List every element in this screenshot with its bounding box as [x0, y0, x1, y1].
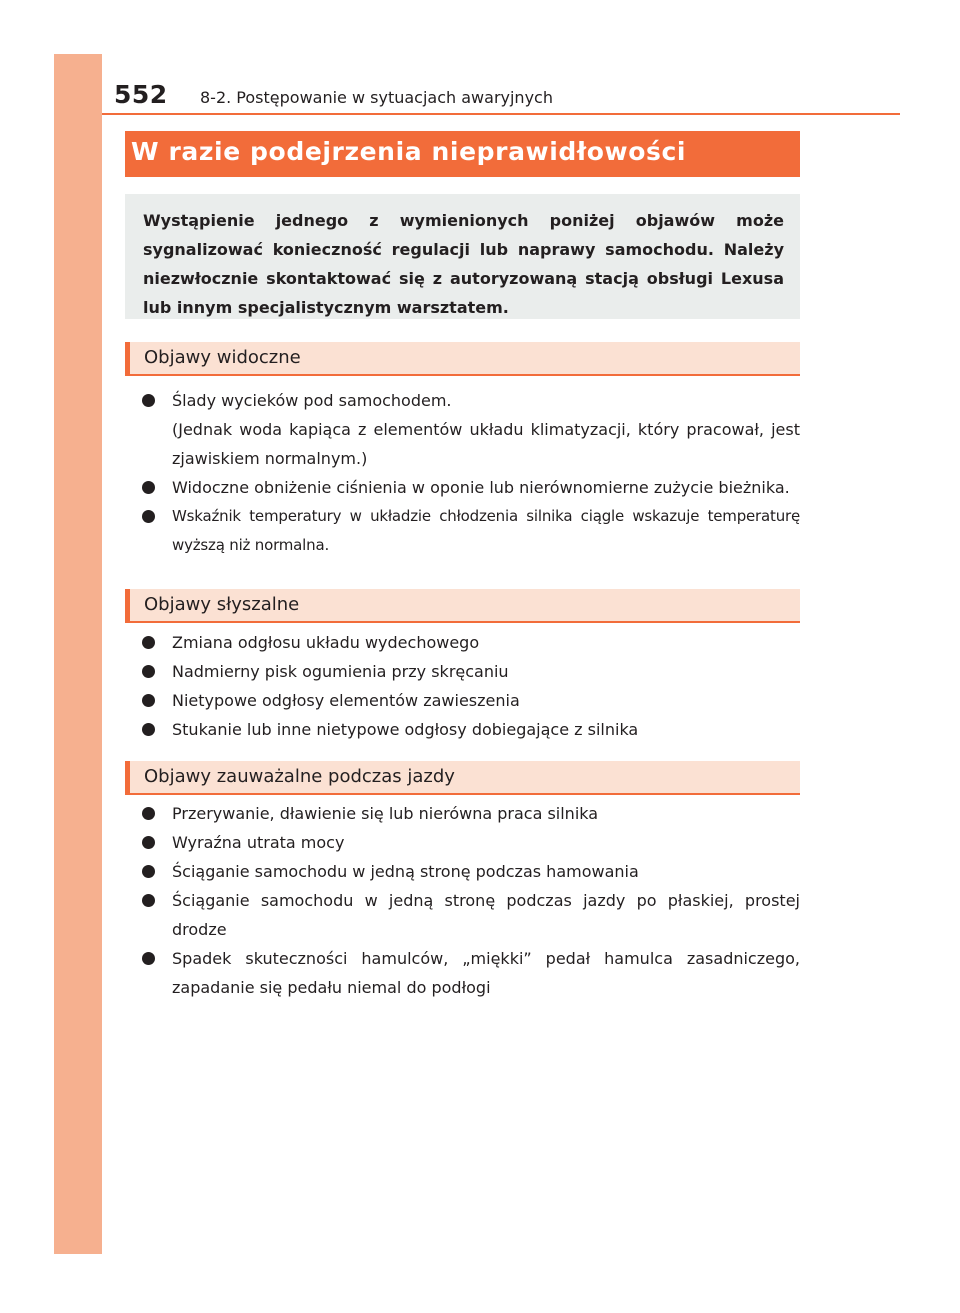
list-item [125, 828, 800, 857]
bullet-icon [142, 636, 155, 649]
section-heading-audible [125, 589, 800, 623]
bullet-icon [142, 865, 155, 878]
list-item-text: Spadek skuteczności hamulców, „miękki” pedał hamulca zasadniczego, zapadanie się pedału niemal do podłogi [172, 949, 800, 997]
list-item [125, 473, 800, 502]
list-item-text: Wskaźnik temperatury w układzie chłodzenia silnika ciągle wskazuje temperaturę wyższą niż normalna. [172, 507, 800, 554]
list-item [125, 799, 800, 828]
list-item [125, 686, 800, 715]
bullet-icon [142, 723, 155, 736]
list-item-text: Wyraźna utrata mocy [172, 833, 345, 852]
list-item-text: Widoczne obniżenie ciśnienia w oponie lub nierównomierne zużycie bieżnika. [172, 478, 790, 497]
bullet-icon [142, 807, 155, 820]
section-heading-driving [125, 761, 800, 795]
page-header [102, 74, 900, 114]
list-item-text: Nietypowe odgłosy elementów zawieszenia [172, 691, 520, 710]
bullet-icon [142, 510, 155, 523]
bullet-icon [142, 665, 155, 678]
list-item-text: Przerywanie, dławienie się lub nierówna praca silnika [172, 804, 599, 823]
bullet-list-visible [125, 386, 800, 560]
list-item [125, 502, 800, 560]
list-item [125, 657, 800, 686]
bullet-icon [142, 394, 155, 407]
list-item [125, 386, 800, 473]
page-number: 552 [114, 80, 168, 109]
list-item [125, 857, 800, 886]
section-heading-text: Objawy widoczne [144, 347, 301, 368]
title-bar [125, 131, 800, 177]
bullet-icon [142, 894, 155, 907]
list-item [125, 886, 800, 944]
section-heading-text: Objawy słyszalne [144, 594, 300, 615]
list-item-text: Ściąganie samochodu w jedną stronę podczas hamowania [172, 862, 639, 881]
section-heading-text: Objawy zauważalne podczas jazdy [144, 766, 455, 787]
side-color-strip [54, 54, 102, 1254]
section-heading-visible [125, 342, 800, 376]
list-item [125, 628, 800, 657]
bullet-list-audible [125, 628, 800, 744]
list-item-note: (Jednak woda kapiąca z elementów układu klimatyzacji, który pracował, jest zjawiskiem normalnym.) [172, 420, 800, 468]
list-item-text: Zmiana odgłosu układu wydechowego [172, 633, 480, 652]
list-item-text: Ślady wycieków pod samochodem. [172, 391, 452, 410]
bullet-icon [142, 481, 155, 494]
list-item [125, 715, 800, 744]
bullet-icon [142, 694, 155, 707]
list-item-text: Stukanie lub inne nietypowe odgłosy dobiegające z silnika [172, 720, 639, 739]
list-item-text: Nadmierny pisk ogumienia przy skręcaniu [172, 662, 509, 681]
header-rule [102, 113, 900, 115]
bullet-icon [142, 836, 155, 849]
list-item [125, 944, 800, 1002]
bullet-icon [142, 952, 155, 965]
page-title: W razie podejrzenia nieprawidłowości [131, 137, 687, 166]
bullet-list-driving [125, 799, 800, 1002]
list-item-text: Ściąganie samochodu w jedną stronę podczas jazdy po płaskiej, prostej drodze [172, 891, 800, 939]
intro-text: Wystąpienie jednego z wymienionych poniżej objawów może sygnalizować konieczność regulacji lub naprawy samochodu. Należy niezwłocznie skontaktować się z autoryzowaną stacją obsługi Lexusa lub innym specjalistycznym warsztatem. [143, 211, 784, 317]
intro-box [125, 194, 800, 319]
running-header: 8-2. Postępowanie w sytuacjach awaryjnych [200, 88, 553, 107]
